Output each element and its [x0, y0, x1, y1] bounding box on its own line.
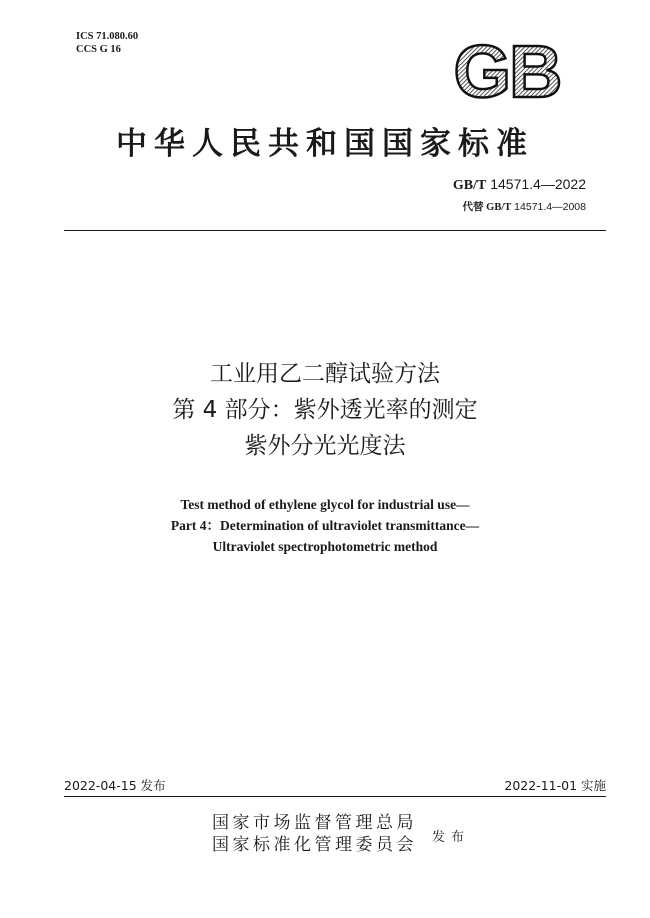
replaces-standard: [463, 199, 586, 214]
english-title-line-2: Part 4：Determination of ultraviolet transmittance—: [170, 518, 480, 533]
standard-prefix: GB/T: [452, 178, 487, 193]
standard-code: 14571.4—2022: [490, 176, 586, 192]
ics-code: ICS 71.080.60: [76, 31, 139, 42]
issue-action: 发布: [432, 830, 471, 845]
ccs-code: CCS G 16: [76, 44, 121, 55]
issuer-samr: 国家市场监督管理总局: [212, 813, 417, 833]
issuer-sac: 国家标准化管理委员会: [212, 835, 417, 855]
chinese-title: [0, 356, 650, 464]
replaces-code: 14571.4—2008: [514, 201, 586, 213]
gb-logo: [442, 40, 572, 104]
implementation-date: 2022-11-01 实施: [504, 778, 606, 793]
english-title-line-3: Ultraviolet spectrophotometric method: [212, 539, 438, 554]
national-standard-title: 中华人民共和国国家标准: [116, 126, 534, 162]
header-divider: [64, 230, 606, 231]
issuing-authorities: [212, 812, 417, 856]
issue-date: 2022-04-15 发布: [64, 778, 166, 793]
chinese-title-line-2: 第 4 部分：紫外透光率的测定: [172, 397, 478, 423]
gb-logo-text: GB: [453, 40, 561, 104]
footer-divider: [64, 796, 606, 797]
replaces-prefix: 代替 GB/T: [462, 202, 512, 213]
english-title: [0, 494, 650, 557]
chinese-title-line-3: 紫外分光光度法: [244, 433, 406, 459]
gb-logo-graphic: [442, 40, 572, 104]
standard-number: [453, 176, 586, 194]
classification-codes: [76, 30, 138, 56]
chinese-title-line-1: 工业用乙二醇试验方法: [210, 361, 440, 387]
english-title-line-1: Test method of ethylene glycol for industrial use—: [180, 497, 470, 512]
